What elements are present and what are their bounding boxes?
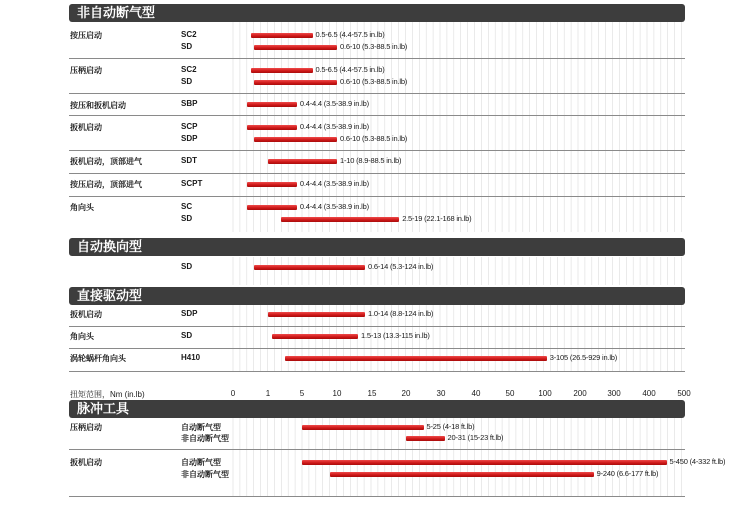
axis-tick-label: 400 [642, 389, 656, 398]
axis-tick-label: 15 [367, 389, 377, 398]
torque-range-bar [247, 125, 297, 130]
axis-tick-label: 300 [607, 389, 621, 398]
model-label: SC2 [181, 30, 197, 39]
category-label: 按压和扳机启动 [70, 101, 126, 110]
torque-range-label: 20-31 (15-23 ft.lb) [447, 433, 504, 442]
model-label: SC2 [181, 65, 197, 74]
model-label: H410 [181, 353, 201, 362]
torque-range-bar [247, 205, 297, 210]
torque-range-label: 3-105 (26.5-929 in.lb) [549, 353, 618, 362]
section-header: 自动换向型 [69, 238, 685, 256]
row-separator [69, 348, 685, 349]
category-label: 扳机启动 [70, 123, 102, 132]
row-separator [69, 150, 685, 151]
axis-tick-label: 20 [401, 389, 411, 398]
torque-range-bar [247, 182, 297, 187]
torque-range-label: 0.4-4.4 (3.5-38.9 in.lb) [299, 122, 369, 131]
model-label: SD [181, 331, 193, 340]
row-separator [69, 449, 685, 450]
section-header: 直接驱动型 [69, 287, 685, 305]
model-label: SDP [181, 134, 198, 143]
model-label: SDP [181, 309, 198, 318]
model-label: SDT [181, 156, 197, 165]
torque-range-label: 0.4-4.4 (3.5-38.9 in.lb) [299, 99, 369, 108]
torque-range-label: 0.6-14 (5.3-124 in.lb) [368, 262, 434, 271]
torque-range-label: 0.6-10 (5.3-88.5 in.lb) [340, 134, 408, 143]
axis-title: 扭矩范围，Nm (in.lb) [70, 390, 145, 399]
torque-range-bar [254, 265, 365, 270]
axis-tick-label: 100 [538, 389, 552, 398]
category-label: 扳机启动，顶部进气 [70, 157, 142, 166]
axis-tick-label: 500 [677, 389, 691, 398]
torque-range-label: 0.5-6.5 (4.4-57.5 in.lb) [315, 65, 385, 74]
model-label: SCP [181, 122, 198, 131]
torque-range-bar [247, 102, 297, 107]
axis-tick-label: 10 [332, 389, 342, 398]
model-label: SC [181, 202, 193, 211]
model-label: 自动断气型 [181, 423, 221, 432]
axis-tick-label: 30 [436, 389, 446, 398]
model-label: SBP [181, 99, 198, 108]
model-label: SD [181, 42, 193, 51]
category-label: 涡轮蜗杆角向头 [70, 354, 126, 363]
torque-range-bar [254, 80, 337, 85]
category-label: 角向头 [70, 332, 94, 341]
row-separator [69, 173, 685, 174]
category-label: 按压启动，顶部进气 [70, 180, 142, 189]
torque-range-label: 1-10 (8.9-88.5 in.lb) [340, 156, 402, 165]
axis-tick-label: 40 [471, 389, 481, 398]
torque-range-bar [268, 159, 337, 164]
category-label: 扳机启动 [70, 310, 102, 319]
model-label: 自动断气型 [181, 458, 221, 467]
category-label: 压柄启动 [70, 423, 102, 432]
row-separator [69, 371, 685, 372]
torque-range-bar [330, 472, 594, 477]
model-label: SD [181, 262, 193, 271]
torque-range-label: 0.4-4.4 (3.5-38.9 in.lb) [299, 202, 369, 211]
torque-range-bar [254, 45, 337, 50]
torque-range-bar [302, 460, 667, 465]
torque-range-bar [285, 356, 547, 361]
torque-range-bar [254, 137, 337, 142]
torque-range-bar [272, 334, 358, 339]
torque-range-bar [268, 312, 365, 317]
torque-range-bar [251, 33, 313, 38]
model-label: 非自动断气型 [181, 434, 229, 443]
row-separator [69, 196, 685, 197]
category-label: 角向头 [70, 203, 94, 212]
torque-range-label: 0.4-4.4 (3.5-38.9 in.lb) [299, 179, 369, 188]
torque-range-bar [281, 217, 399, 222]
section-header: 脉冲工具 [69, 400, 685, 418]
axis-tick-label: 200 [573, 389, 587, 398]
torque-range-label: 9-240 (6.6-177 ft.lb) [596, 469, 659, 478]
category-label: 压柄启动 [70, 66, 102, 75]
torque-range-label: 0.6-10 (5.3-88.5 in.lb) [340, 77, 408, 86]
torque-range-label: 1.0-14 (8.8-124 in.lb) [368, 309, 434, 318]
category-label: 扳机启动 [70, 458, 102, 467]
section-header: 非自动断气型 [69, 4, 685, 22]
torque-range-bar [302, 425, 424, 430]
axis-tick-label: 50 [505, 389, 515, 398]
row-separator [69, 93, 685, 94]
axis-tick-label: 1 [265, 389, 271, 398]
torque-range-label: 2.5-19 (22.1-168 in.lb) [402, 214, 472, 223]
category-label: 按压启动 [70, 31, 102, 40]
model-label: SD [181, 214, 193, 223]
axis-tick-label: 0 [230, 389, 236, 398]
torque-range-label: 0.6-10 (5.3-88.5 in.lb) [340, 42, 408, 51]
torque-range-bar [406, 436, 445, 441]
row-separator [69, 58, 685, 59]
torque-range-label: 0.5-6.5 (4.4-57.5 in.lb) [315, 30, 385, 39]
axis-tick-label: 5 [299, 389, 305, 398]
model-label: SCPT [181, 179, 203, 188]
torque-range-bar [251, 68, 313, 73]
model-label: SD [181, 77, 193, 86]
torque-range-label: 1.5-13 (13.3-115 in.lb) [361, 331, 430, 340]
model-label: 非自动断气型 [181, 470, 229, 479]
row-separator [69, 326, 685, 327]
torque-range-label: 5-25 (4-18 ft.lb) [426, 422, 475, 431]
row-separator [69, 496, 685, 497]
torque-range-label: 5-450 (4-332 ft.lb) [669, 457, 726, 466]
row-separator [69, 115, 685, 116]
